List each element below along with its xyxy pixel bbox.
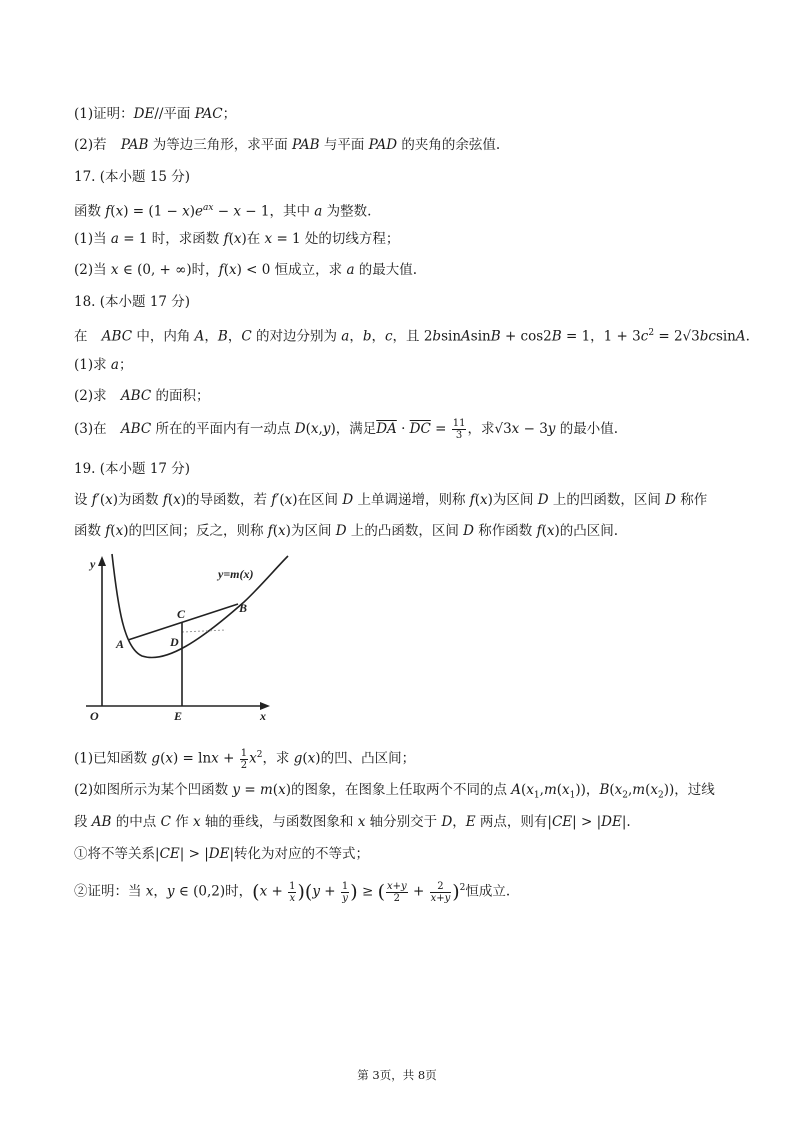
q19-part1: (1)已知函数 g(x) = lnx + $\frac{1}{2}$ $x^2$，求 g(x)的凹、凸区间； [74,747,416,771]
q17-part1: (1)当 a = 1 时，求函数 f(x)在 x = 1 处的切线方程； [74,231,400,247]
y-axis-arrow [98,556,106,566]
q19-stem-2: 函数 f(x)的凹区间；反之，则称 f(x)为区间 D 上的凸函数，区间 D 称作函数 f(x)的凸区间. [74,523,619,539]
page-footer: 第 3页，共 8页 [357,1068,437,1082]
q19-stem-1: 设 f′(x)为函数 f(x)的导函数，若 f′(x)在区间 D 上单调递增，则称 f(x)为区间 D 上的凹函数，区间 D 称作 [74,492,708,508]
label-c: C [177,607,186,621]
label-x: x [260,709,266,723]
q17-title: 17. (本小题 15 分) [74,169,191,185]
q18-part1: (1)求 a； [74,357,133,373]
q17-stem: 函数 $f(x) = (1 - x)e^{ax} - x - 1$，其中 a 为整数. [74,203,372,220]
label-a: A [116,637,125,651]
curve-m [112,554,288,658]
dotted-guide [182,630,226,632]
q17-part2: (2)当 x ∈ (0, + ∞)时，f(x) < 0 恒成立，求 a 的最大值. [74,262,418,278]
q19-part2-a: (2)如图所示为某个凹函数 y = m(x)的图象，在图象上任取两个不同的点 $A(x_1,m(x_1))$，$B(x_2,m(x_2))$，过线 [74,782,715,801]
label-e: E [174,709,183,723]
label-b: B [239,601,248,615]
label-y: y [90,557,96,571]
label-d: D [170,635,179,649]
q18-part2: (2)求 ABC 的面积； [74,388,210,404]
q18-title: 18. (本小题 17 分) [74,294,191,310]
q18-part3: (3)在 ABC 所在的平面内有一动点 D(x,y)，满足$\overline{DA} \cdot \overline{DC}$ = $\frac{11}{3}$ ，求√3x − 3y 的最小值. [74,418,619,441]
q19-part2-c: ①将不等关系|CE| > |DE|转化为对应的不等式； [74,846,369,862]
q16-part1: (1)证明：DE//平面 PAC； [74,106,237,122]
q19-title: 19. (本小题 17 分) [74,461,191,477]
q18-stem: 在 ABC 中，内角 A，B，C 的对边分别为 a，b，c，且 2bsinAsinB + cos2B = 1，$1 + 3c^2 = 2√3bcsinA$. [74,328,750,345]
q19-part2-d: ②证明：当 x，y ∈ (0,2)时，(x + $\frac{1}{x}$ )(y + $\frac{1}{y}$ ) ≥ ( $\frac{x+y}{2}$ + $\frac{2}{x+y}$ )$^2$恒成立. [74,880,511,904]
label-curve: y=m(x) [218,567,254,581]
q19-part2-b: 段 AB 的中点 C 作 x 轴的垂线，与函数图象和 x 轴分别交于 D，E 两点，则有|CE| > |DE|. [74,814,631,830]
q16-part2: (2)若 PAB 为等边三角形，求平面 PAB 与平面 PAD 的夹角的余弦值. [74,137,501,153]
label-origin: O [90,709,99,723]
convex-function-figure [76,548,296,728]
